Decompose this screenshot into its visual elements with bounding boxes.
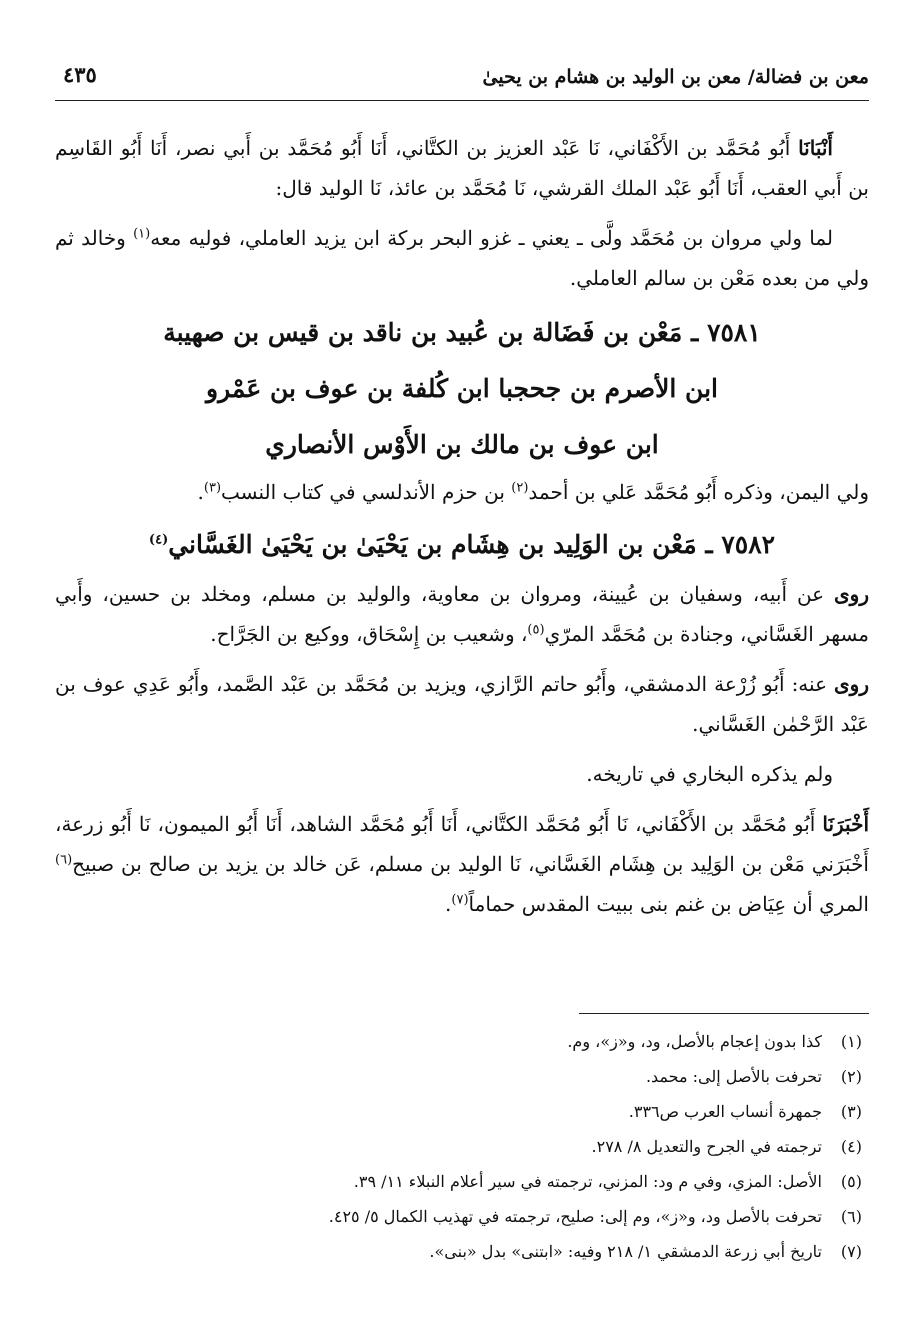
- footnote-ref-7[interactable]: (٧): [451, 892, 469, 908]
- narrated-from-paragraph: [55, 574, 869, 654]
- footnote-text: تحرفت بالأصل إلى: محمد.: [645, 1067, 822, 1086]
- paragraph-text: ، وشعيب بن إِسْحَاق، ووكيع بن الجَرَّاح.: [210, 622, 528, 646]
- footnote-number: (١): [840, 1032, 862, 1051]
- footnote-text: الأصل: المزي، وفي م ود: المزني، ترجمته في سير أعلام النبلاء ١١/ ٣٩.: [353, 1172, 822, 1191]
- footnote-item: [62, 1164, 862, 1199]
- footnote-ref-2[interactable]: (٢): [511, 480, 529, 496]
- entry-title: ٧٥٨٢ ـ مَعْن بن الوَلِيد بن هِشَام بن يَحْيَىٰ بن يَحْيَىٰ الغَسَّاني: [168, 530, 776, 559]
- paragraph-text: عن أَبيه، وسفيان بن عُيينة، ومروان بن معاوية، والوليد بن مسلم، ومخلد بن حسين، وأَبي مسهر الغَسَّاني، وجنادة بن مُحَمَّد المرّي: [55, 582, 869, 646]
- footnote-text: ترجمته في الجرح والتعديل ٨/ ٢٧٨.: [591, 1137, 822, 1156]
- footnote-ref-1[interactable]: (١): [133, 226, 151, 242]
- paragraph-text: ولم يذكره البخاري في تاريخه.: [586, 762, 833, 786]
- isnad-paragraph-2: [55, 804, 869, 924]
- paragraph-text: أَبُو مُحَمَّد بن الأَكْفَاني، نَا عَبْد العزيز بن الكتَّاني، أَنَا أَبُو مُحَمَّد بن أَبي نصر، أَنَا أَبُو القَاسِم بن أَبي العقب، أَنَا أَبُو عَبْد الملك القرشي، نَا مُحَمَّد بن عائذ، نَا الوليد قال:: [55, 136, 869, 200]
- page-number: ٤٣٥: [63, 62, 97, 87]
- entry-heading-7582: [55, 520, 869, 570]
- paragraph-text: .: [445, 892, 452, 916]
- paragraph-text: عنه: أَبُو زُرْعة الدمشقي، وأَبُو حاتم الرَّازي، ويزيد بن مُحَمَّد بن عَبْد الصَّمد، وأَبُو عَدِي عوف بن عَبْد الرَّحْمٰن الغَسَّاني.: [55, 672, 869, 736]
- paragraph-text: وخالد ثم ولي من بعده مَعْن بن سالم العاملي.: [55, 226, 869, 290]
- entry-title-line-2: ابن الأصرم بن جحجبا ابن كُلفة بن عوف بن عَمْرو: [206, 374, 718, 403]
- entry-7581-paragraph: [55, 472, 869, 512]
- footnote-ref-6[interactable]: (٦): [55, 852, 73, 868]
- footnote-number: (٦): [840, 1207, 862, 1226]
- footnote-ref-5[interactable]: (٥): [527, 622, 545, 638]
- paragraph-text: .: [197, 480, 204, 504]
- footnotes-list: [62, 1024, 862, 1269]
- footnote-text: تاريخ أبي زرعة الدمشقي ١/ ٢١٨ وفيه: «ابتنى» بدل «بنى».: [429, 1242, 822, 1261]
- isnad-paragraph-1: [55, 128, 869, 208]
- footnote-item: [62, 1094, 862, 1129]
- footnote-ref-4[interactable]: (٤): [148, 532, 169, 548]
- narration-paragraph: [55, 218, 869, 298]
- footnote-item: [62, 1234, 862, 1269]
- riwaya-lead-word: روى: [834, 672, 870, 696]
- entry-title-line-1: ٧٥٨١ ـ مَعْن بن فَضَالة بن عُبيد بن ناقد بن قيس بن صهيبة: [163, 318, 761, 347]
- isnad-lead-word: أَنْبَانَا: [798, 136, 833, 160]
- footnote-separator: [579, 1013, 869, 1014]
- paragraph-text: ولي اليمن، وذكره أَبُو مُحَمَّد عَلي بن أحمد: [528, 480, 869, 504]
- paragraph-text: المري أن عِيَاض بن غنم بنى ببيت المقدس حماماً: [468, 892, 869, 916]
- riwaya-lead-word: روى: [834, 582, 869, 606]
- paragraph-text: أَبُو مُحَمَّد بن الأَكْفَاني، نَا أَبُو مُحَمَّد الكتَّاني، أَنَا أَبُو مُحَمَّد الشاهد، أَنَا أَبُو الميمون، نَا أَبُو زرعة، أَخْبَرَني مَعْن بن الوَلِيد بن هِشَام الغَسَّاني، نَا الوليد بن مسلم، عَن خالد بن يزيد بن صالح بن صبيح: [55, 812, 869, 876]
- running-title: معن بن فضالة/ معن بن الوليد بن هشام بن يحيىٰ: [482, 66, 869, 88]
- footnote-text: جمهرة أنساب العرب ص٣٣٦.: [628, 1102, 822, 1121]
- entry-title-line-3: ابن عوف بن مالك بن الأَوْس الأنصاري: [265, 430, 659, 459]
- footnote-text: تحرفت بالأصل ود، و«ز»، وم إلى: صليح، ترجمته في تهذيب الكمال ٥/ ٤٢٥.: [328, 1207, 822, 1226]
- footnote-ref-3[interactable]: (٣): [203, 480, 222, 496]
- paragraph-text: لما ولي مروان بن مُحَمَّد ولَّى ـ يعني ـ غزو البحر بركة ابن يزيد العاملي، فوليه معه: [150, 226, 833, 250]
- footnote-number: (٧): [840, 1242, 862, 1261]
- footnote-item: [62, 1059, 862, 1094]
- entry-heading-7581: [55, 308, 869, 470]
- footnote-number: (٤): [840, 1137, 862, 1156]
- footnote-number: (٣): [840, 1102, 862, 1121]
- footnote-item: [62, 1024, 862, 1059]
- bukhari-note-paragraph: [55, 754, 869, 794]
- footnote-text: كذا بدون إعجام بالأصل، ود، و«ز»، وم.: [567, 1032, 822, 1051]
- main-text: [55, 128, 869, 934]
- footnote-item: [62, 1129, 862, 1164]
- page-header: [55, 60, 869, 101]
- footnote-number: (٢): [840, 1067, 862, 1086]
- paragraph-text: بن حزم الأندلسي في كتاب النسب: [221, 480, 512, 504]
- footnote-item: [62, 1199, 862, 1234]
- narrated-by-paragraph: [55, 664, 869, 744]
- footnote-number: (٥): [840, 1172, 862, 1191]
- isnad-lead-word: أَخْبَرَنَا: [822, 812, 869, 836]
